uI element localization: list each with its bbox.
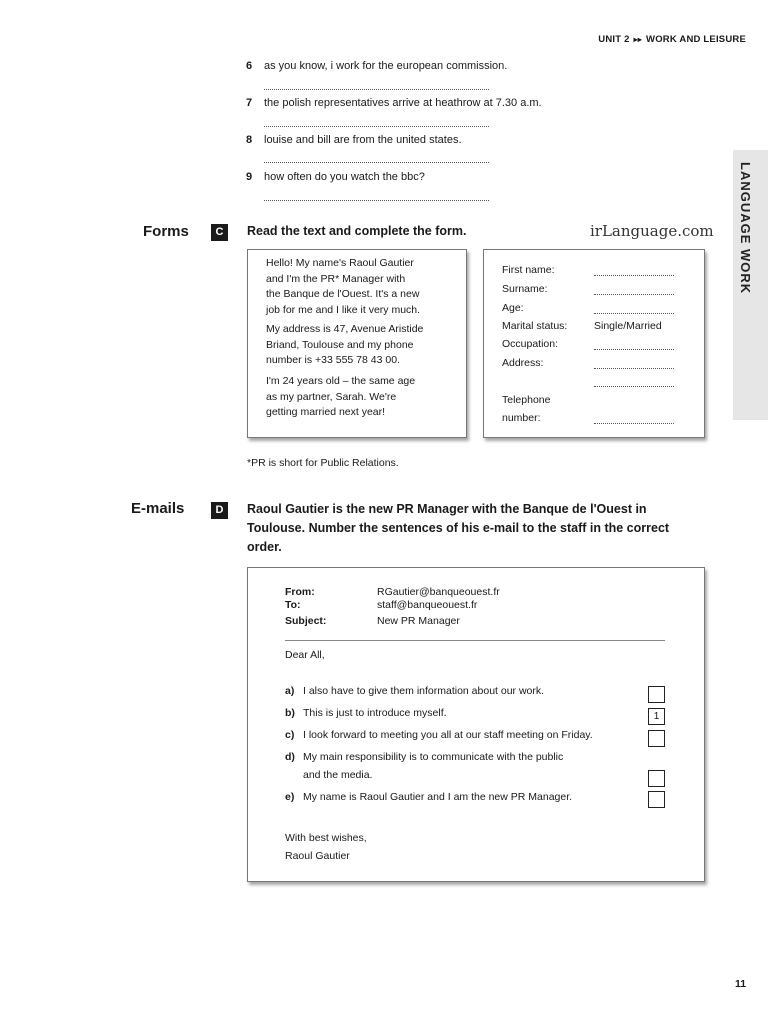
question-text: the polish representatives arrive at heathrow at 7.30 a.m. — [264, 97, 542, 109]
emails-instruction — [247, 500, 669, 557]
form-label-number: number: — [502, 412, 541, 424]
order-box[interactable] — [648, 791, 665, 808]
item-letter: b) — [285, 707, 295, 719]
item-text: I also have to give them information about our work. — [303, 685, 545, 697]
item-text: My name is Raoul Gautier and I am the new PR Manager. — [303, 791, 573, 803]
item-text-continued: and the media. — [303, 769, 373, 781]
text-line: the Banque de l'Ouest. It's a new — [266, 288, 420, 300]
order-box[interactable] — [648, 770, 665, 787]
watermark: irLanguage.com — [590, 222, 714, 240]
text-line: job for me and I like it very much. — [266, 303, 421, 316]
unit-title: WORK AND LEISURE — [646, 34, 746, 45]
form-label-telephone: Telephone — [502, 394, 551, 406]
item-text: My main responsibility is to communicate with the public — [303, 751, 564, 763]
instruction-line: Toulouse. Number the sentences of his e-mail to the staff in the correct — [247, 521, 670, 535]
order-box[interactable] — [648, 730, 665, 747]
subject-label: Subject: — [285, 615, 327, 627]
side-tab — [733, 150, 768, 420]
text-line: and I'm the PR* Manager with — [266, 272, 406, 285]
signature: Raoul Gautier — [285, 850, 350, 862]
order-box[interactable]: 1 — [648, 708, 665, 725]
reading-text-card — [247, 249, 467, 438]
to-value: staff@banqueouest.fr — [377, 599, 478, 611]
form-label-surname: Surname: — [502, 283, 548, 295]
question-number: 8 — [246, 134, 253, 146]
form-field-surname[interactable] — [594, 294, 674, 295]
form-label-marital-status: Marital status: — [502, 320, 568, 332]
greeting: Dear All, — [285, 649, 325, 661]
item-text: This is just to introduce myself. — [303, 707, 447, 719]
text-line: Briand, Toulouse and my phone — [266, 338, 414, 351]
item-letter: a) — [285, 685, 295, 697]
text-line: Hello! My name's Raoul Gautier — [266, 257, 414, 269]
form-field-address-1[interactable] — [594, 368, 674, 369]
answer-line[interactable] — [264, 199, 489, 201]
side-tab-label: LANGUAGE WORK — [738, 162, 753, 295]
section-badge: D — [211, 502, 228, 519]
answer-line[interactable] — [264, 161, 489, 163]
header-divider — [285, 640, 665, 641]
instruction-line: Raoul Gautier is the new PR Manager with the Banque de l'Ouest in — [247, 502, 647, 516]
section-title-emails: E-mails — [131, 500, 185, 517]
text-line: number is +33 555 78 43 00. — [266, 354, 400, 366]
question-text: how often do you watch the bbc? — [264, 171, 425, 183]
footnote: *PR is short for Public Relations. — [247, 457, 399, 469]
form-label-occupation: Occupation: — [502, 338, 559, 350]
email-card — [247, 567, 705, 882]
to-label: To: — [285, 599, 301, 611]
answer-line[interactable] — [264, 125, 489, 127]
signoff: With best wishes, — [285, 832, 367, 844]
double-arrow-icon: ▸▸ — [633, 35, 643, 44]
question-text: as you know, i work for the european commission. — [264, 60, 508, 72]
form-field-address-2[interactable] — [594, 386, 674, 387]
page-number: 11 — [735, 978, 747, 990]
section-badge: C — [211, 224, 228, 241]
form-label-age: Age: — [502, 302, 524, 314]
text-paragraph-1 — [266, 256, 420, 318]
question-number: 6 — [246, 60, 253, 72]
form-field-telephone[interactable] — [594, 423, 674, 424]
subject-value: New PR Manager — [377, 615, 460, 627]
order-box[interactable] — [648, 686, 665, 703]
unit-label: UNIT 2 — [598, 34, 630, 45]
form-label-address: Address: — [502, 357, 544, 369]
question-number: 7 — [246, 97, 253, 109]
text-paragraph-2 — [266, 322, 423, 369]
item-letter: c) — [285, 729, 295, 741]
form-label-first-name: First name: — [502, 264, 555, 276]
item-letter: e) — [285, 791, 295, 803]
forms-instruction: Read the text and complete the form. — [247, 224, 467, 238]
form-field-first-name[interactable] — [594, 275, 674, 276]
item-text: I look forward to meeting you all at our staff meeting on Friday. — [303, 729, 593, 741]
from-label: From: — [285, 586, 315, 598]
question-number: 9 — [246, 171, 253, 183]
form-card — [483, 249, 705, 438]
text-line: My address is 47, Avenue Aristide — [266, 323, 424, 335]
form-field-occupation[interactable] — [594, 349, 674, 350]
form-field-marital-status[interactable]: Single/Married — [594, 320, 662, 332]
section-title-forms: Forms — [143, 223, 189, 240]
text-paragraph-3 — [266, 374, 415, 421]
text-line: as my partner, Sarah. We're — [266, 390, 397, 403]
text-line: I'm 24 years old – the same age — [266, 375, 416, 387]
from-value: RGautier@banqueouest.fr — [377, 586, 500, 598]
question-text: louise and bill are from the united states. — [264, 134, 462, 146]
answer-line[interactable] — [264, 88, 489, 90]
form-field-age[interactable] — [594, 313, 674, 314]
item-letter: d) — [285, 751, 295, 763]
instruction-line: order. — [247, 540, 282, 554]
running-header — [598, 34, 746, 45]
text-line: getting married next year! — [266, 406, 386, 418]
